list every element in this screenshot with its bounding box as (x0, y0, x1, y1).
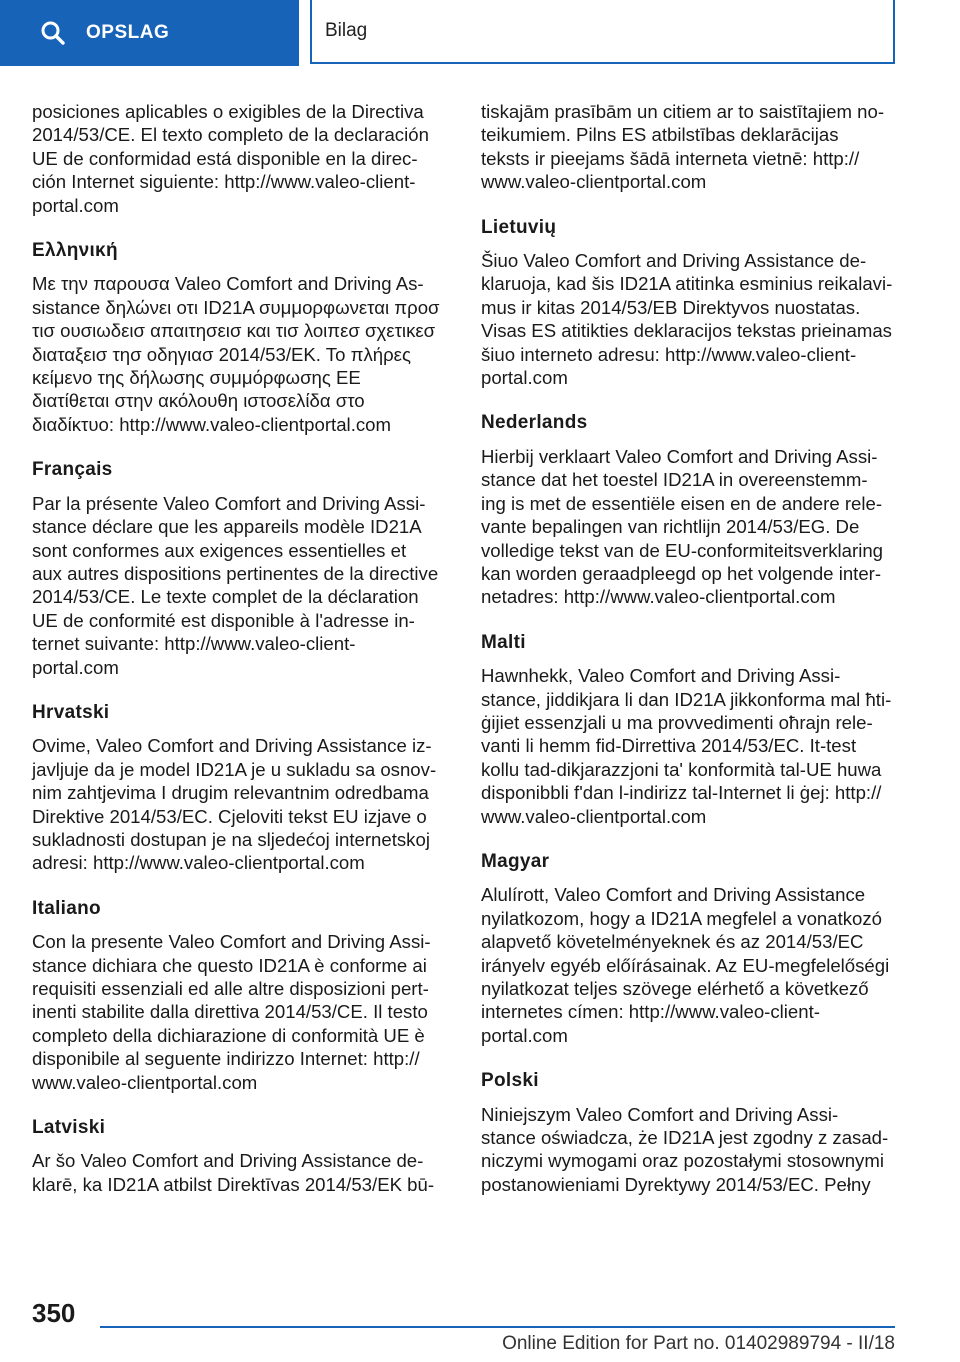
declaration-paragraph: Hierbij verklaart Valeo Comfort and Driving Assi- stance dat het toestel ID21A in overeenstemm- ing is met de essentiële eisen en de andere rele- vante bepalingen van richtlijn 2014/53/EG. De volledige tekst van de EU-conformiteitsverklaring kan worden geraadpleegd op het volgende inter- netadres: http://www.valeo-clientportal.com (481, 445, 884, 608)
heading-gap (32, 482, 452, 492)
heading-gap (481, 435, 901, 445)
section-gap (32, 1094, 452, 1116)
heading-gap (32, 724, 452, 734)
declaration-paragraph: Ovime, Valeo Comfort and Driving Assistance iz- javljuje da je model ID21A je u sukladu sa osnov- nim zahtjevima I drugim relevantnim odredbama Direktive 2014/53/EC. Cjeloviti tekst EU izjave o sukladnosti dostupan je na sljedećoj internetskoj adresi: http://www.valeo-clientportal.com (32, 735, 437, 874)
heading-gap (32, 262, 452, 272)
declaration-paragraph: Με την παρουσα Valeo Comfort and Driving As- sistance δηλώνει οτι ID21A συμμορφωνεται προσ τισ ουσιωδεισ απαιτησεισ και τισ λοιπεσ σχετικεσ διαταξεισ τησ οδηγιασ 2014/53/ΕΚ. Το πλήρες κείμενο της δήλωσης συμμόρφωσης ΕΕ διατίθεται στην ακόλουθη ιστοσελίδα στο διαδίκτυο: http://www.valeo-clientportal.com (32, 273, 440, 435)
section-tab-label: Bilag (325, 20, 368, 41)
language-heading: Magyar (481, 850, 550, 872)
language-heading: Hrvatski (32, 701, 110, 723)
section-gap (32, 436, 452, 458)
language-heading: Français (32, 459, 113, 481)
declaration-paragraph: Alulírott, Valeo Comfort and Driving Assistance nyilatkozom, hogy a ID21A megfelel a vonatkozó alapvető követelményeknek és az 2014/53/EC irányelv egyéb előírásainak. Az EU-megfelelőségi nyilatkozat teljes szövege elérhető a következő internetes címen: http://www.valeo-client- portal.com (481, 884, 890, 1046)
section-gap (32, 875, 452, 897)
section-gap (32, 217, 452, 239)
search-icon (40, 20, 66, 46)
page-number: 350 (32, 1298, 76, 1328)
search-button[interactable] (0, 0, 299, 66)
left-text-column (32, 100, 452, 1196)
heading-gap (32, 1139, 452, 1149)
declaration-paragraph: Par la présente Valeo Comfort and Driving Assi- stance déclare que les appareils modèle ID21A sont conformes aux exigences essentielles et aux autres dispositions pertinentes de la directive 2014/53/CE. Le texte complet de la déclaration UE de conformité est disponible à l'adresse in- ternet suivante: http://www.valeo-client- portal.com (32, 492, 439, 678)
right-text-column (481, 100, 901, 1196)
declaration-paragraph: Con la presente Valeo Comfort and Driving Assi- stance dichiara che questo ID21A è conforme ai requisiti essenziali ed alle altre disposizioni pert- inenti stabilite dalla direttiva 2014/53/CE. Il testo completo della dichiarazione di conformità UE è disponibile al seguente indirizzo Internet: http:// www.valeo-clientportal.com (32, 931, 431, 1093)
section-gap (481, 194, 901, 216)
top-bar (0, 0, 960, 66)
section-gap (481, 1047, 901, 1069)
language-heading: Malti (481, 631, 526, 653)
declaration-paragraph: Šiuo Valeo Comfort and Driving Assistance de- klaruoja, kad šis ID21A atitinka esminius reikalavi- mus ir kitas 2014/53/EB Direktyvos nuostatas. Visas ES atitikties deklaracijos tekstas prieinamas šiuo interneto adresu: http://www.valeo-client- portal.com (481, 250, 893, 389)
footer-edition-text: Online Edition for Part no. 01402989794 - II/18 (502, 1333, 895, 1354)
heading-gap (481, 1093, 901, 1103)
language-heading: Polski (481, 1070, 539, 1092)
section-tab-bilag[interactable] (310, 0, 895, 64)
declaration-paragraph: Niniejszym Valeo Comfort and Driving Assi- stance oświadcza, że ID21A jest zgodny z zasad- niczymi wymogami oraz pozostałymi stosownymi postanowieniami Dyrektywy 2014/53/EC. Pełny (481, 1103, 889, 1195)
declaration-paragraph: posiciones aplicables o exigibles de la Directiva 2014/53/CE. El texto completo de la declaración UE de conformidad está disponible en la direc- ción Internet siguiente: http://www.valeo-client- portal.com (32, 101, 429, 216)
section-gap (481, 828, 901, 850)
declaration-paragraph: Hawnhekk, Valeo Comfort and Driving Assi- stance, jiddikjara li dan ID21A jikkonforma mal ħti- ġijiet essenzjali u ma provvedimenti oħrajn rele- vanti li hemm fid-Dirrettiva 2014/53/EC. It-test kollu tad-dikjarazzjoni ta' konformità tal-UE huwa disponibbli f'dan l-indirizz tal-Internet li ġej: http:// www.valeo-clientportal.com (481, 665, 892, 827)
language-heading: Italiano (32, 897, 101, 919)
heading-gap (32, 920, 452, 930)
search-button-label: OPSLAG (86, 22, 170, 43)
heading-gap (481, 239, 901, 249)
language-heading: Lietuvių (481, 216, 557, 238)
heading-gap (481, 654, 901, 664)
section-gap (481, 609, 901, 631)
footer-divider (100, 1326, 895, 1328)
language-heading: Latviski (32, 1117, 106, 1139)
declaration-paragraph: tiskajām prasībām un citiem ar to saistītajiem no- teikumiem. Pilns ES atbilstības deklarācijas teksts ir pieejams šādā interneta vietnē: http:// www.valeo-clientportal.com (481, 101, 885, 193)
section-gap (32, 679, 452, 701)
language-heading: Nederlands (481, 412, 588, 434)
heading-gap (481, 873, 901, 883)
language-heading: Ελληνική (32, 240, 118, 262)
section-gap (481, 389, 901, 411)
declaration-paragraph: Ar šo Valeo Comfort and Driving Assistance de- klarē, ka ID21A atbilst Direktīvas 2014/53/EK bū- (32, 1150, 435, 1195)
